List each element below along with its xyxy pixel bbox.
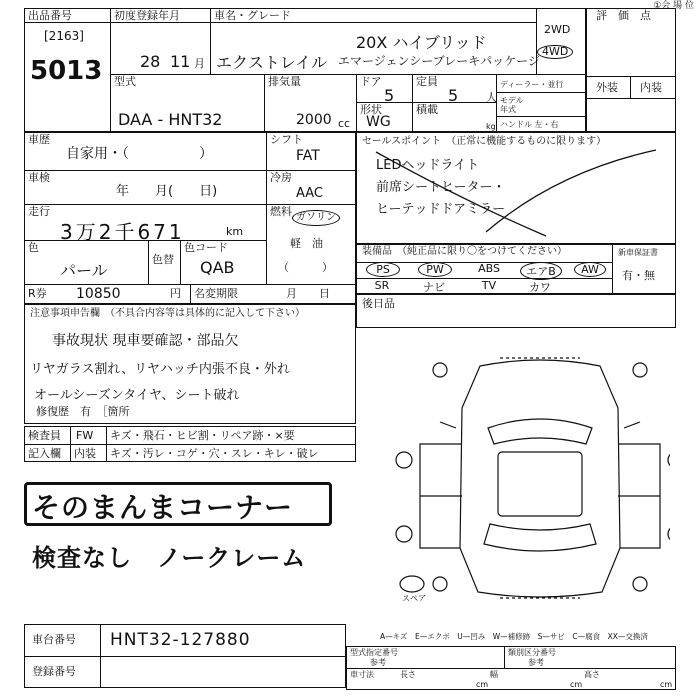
lot-label: 出品番号 bbox=[28, 9, 72, 22]
history-value: 自家用・（ ） bbox=[66, 146, 213, 162]
equip-ps: PS bbox=[366, 262, 400, 277]
name-label: 車名・グレード bbox=[214, 9, 291, 22]
inspection-label: 車検 bbox=[28, 171, 50, 184]
displacement-unit: cc bbox=[338, 117, 351, 130]
cross-out-mark bbox=[356, 132, 676, 244]
stamp-line-1: そのまんまコーナー bbox=[32, 491, 294, 524]
shift-label: シフト bbox=[270, 133, 303, 146]
lot-sub: [2163] bbox=[44, 29, 84, 43]
displacement-value: 2000 bbox=[296, 112, 332, 128]
fuel-diesel: 軽 油 bbox=[290, 237, 323, 250]
model-label: 型式 bbox=[114, 75, 136, 88]
length-label: 車寸法 bbox=[350, 670, 374, 679]
month-unit: 月 bbox=[194, 57, 205, 70]
recycle-unit: 円 bbox=[170, 287, 181, 300]
inspector-fw-items: キズ・飛石・ヒビ割・リペア跡・×要 bbox=[110, 429, 295, 442]
eval-exterior: 外装 bbox=[596, 81, 618, 94]
color-code-value: QAB bbox=[200, 258, 235, 277]
selling-point-3: ヒーテッドドアミラー bbox=[376, 202, 506, 217]
selling-points-label: セールスポイント （正常に機能するものに限ります） bbox=[362, 136, 607, 147]
top-right-note: ①会 場 位 bbox=[653, 1, 694, 11]
fuel-other: （ ） bbox=[278, 261, 333, 274]
type-designation-label: 型式指定番号 bbox=[350, 648, 398, 657]
first-reg-month: 11 bbox=[170, 52, 191, 71]
equip-navi: ナビ bbox=[423, 281, 445, 294]
category-label: 類別区分番号 bbox=[508, 648, 556, 657]
inspector-fw: FW bbox=[76, 429, 94, 442]
height: 高さ bbox=[584, 670, 600, 679]
selling-point-2: 前席シートヒーター・ bbox=[376, 180, 506, 195]
equip-aw: AW bbox=[574, 262, 606, 277]
reg-label: 登録番号 bbox=[32, 665, 76, 678]
stamp-line-2: 検査なし ノークレーム bbox=[32, 544, 307, 572]
shape-label: 形状 bbox=[360, 103, 382, 116]
later-label: 後日品 bbox=[362, 297, 395, 310]
shape-value: WG bbox=[366, 114, 391, 130]
door-label: ドア bbox=[360, 75, 382, 88]
inspector-interior: 内装 bbox=[74, 447, 96, 460]
inspection-value: 年 月( 日) bbox=[116, 184, 218, 199]
equip-tv: TV bbox=[481, 279, 497, 292]
capacity-label: 定員 bbox=[416, 75, 438, 88]
load-label: 積載 bbox=[416, 103, 438, 116]
mileage-unit: km bbox=[226, 225, 244, 238]
note-line-1: 事故現状 現車要確認・部品欠 bbox=[52, 333, 239, 349]
width: 幅 bbox=[490, 670, 498, 679]
length-unit: cm bbox=[476, 680, 489, 689]
model-year-label: モデル年式 bbox=[500, 96, 524, 114]
car-name: エクストレイル bbox=[216, 53, 328, 72]
car-diagram bbox=[380, 348, 670, 608]
width-unit: cm bbox=[570, 680, 583, 689]
door-value: 5 bbox=[384, 86, 395, 105]
ac-value: AAC bbox=[296, 186, 323, 201]
inspector-label-2: 記入欄 bbox=[28, 447, 61, 460]
shift-value: FAT bbox=[296, 148, 320, 164]
grade-line1: 20X ハイブリッド bbox=[356, 33, 487, 52]
warranty-value: 有・無 bbox=[622, 269, 655, 282]
equip-sr: SR bbox=[374, 279, 390, 292]
height-unit: cm bbox=[660, 680, 673, 689]
fuel-label: 燃料 bbox=[270, 205, 292, 218]
eval-label: 評 価 点 bbox=[596, 9, 651, 22]
color-code-label: 色コード bbox=[184, 241, 228, 254]
mileage-value: 3万2千671 bbox=[60, 220, 185, 244]
lot-number: 5013 bbox=[30, 56, 103, 86]
history-label: 車歴 bbox=[28, 133, 50, 146]
note-line-2: リヤガラス割れ、リヤハッチ内張不良・外れ bbox=[30, 362, 290, 377]
equip-leather: カワ bbox=[529, 281, 551, 294]
recycle-value: 10850 bbox=[76, 286, 121, 302]
color-value: パール bbox=[60, 261, 108, 280]
handle-label: ハンドル 左・右 bbox=[500, 120, 559, 129]
eval-interior: 内装 bbox=[640, 81, 662, 94]
repair-label: 修復歴 有 ［箇所 bbox=[36, 405, 130, 418]
name-change-value: 月 日 bbox=[286, 287, 330, 300]
model-value: DAA - HNT32 bbox=[118, 110, 223, 129]
selling-point-1: LEDヘッドライト bbox=[376, 158, 480, 173]
drive-2wd: 2WD bbox=[544, 23, 571, 36]
length: 長さ bbox=[400, 670, 416, 679]
recycle-label: R券 bbox=[28, 287, 47, 300]
later-frame bbox=[356, 294, 676, 328]
eval-frame bbox=[586, 8, 676, 132]
type-designation-ref: 参考 bbox=[370, 658, 386, 667]
mileage-label: 走行 bbox=[28, 205, 50, 218]
equip-abs: ABS bbox=[478, 262, 500, 275]
ac-label: 冷房 bbox=[270, 171, 292, 184]
capacity-value: 5 bbox=[448, 86, 459, 105]
name-change-label: 名変期限 bbox=[194, 287, 238, 300]
first-reg-year: 28 bbox=[140, 52, 161, 71]
inspector-label-1: 検査員 bbox=[28, 429, 61, 442]
damage-legend: A—キズ E—エクボ U—凹み W—補修跡 S—サビ C—腐食 XX—交換済 bbox=[380, 632, 648, 641]
equipment-label: 装備品 （純正品に限り〇をつけてください） bbox=[362, 246, 567, 257]
chassis-label: 車台番号 bbox=[32, 633, 76, 646]
equip-pw: PW bbox=[418, 262, 452, 277]
fuel-gas: ガソリン bbox=[292, 210, 340, 226]
drive-4wd: 4WD bbox=[537, 45, 573, 59]
first-reg-label: 初度登録年月 bbox=[114, 9, 180, 22]
load-unit: kg bbox=[486, 122, 496, 131]
color-change-label: 色替 bbox=[152, 253, 174, 266]
spare-label: スペア bbox=[402, 594, 426, 603]
note-line-3: オールシーズンタイヤ、シート破れ bbox=[34, 388, 240, 403]
category-ref: 参考 bbox=[528, 658, 544, 667]
warranty-label: 新車保証書 bbox=[618, 248, 658, 257]
inspector-interior-items: キズ・汚レ・コゲ・穴・スレ・キレ・破レ bbox=[110, 447, 319, 460]
chassis-value: HNT32-127880 bbox=[110, 630, 251, 650]
grade-line2: エマージェンシーブレーキパッケージ bbox=[338, 54, 540, 68]
capacity-unit: 人 bbox=[486, 91, 497, 104]
dealer-label: ディーラー・並行 bbox=[500, 80, 564, 89]
displacement-label: 排気量 bbox=[268, 75, 301, 88]
color-label: 色 bbox=[28, 241, 39, 254]
equip-airbag: エアB bbox=[520, 262, 562, 280]
notes-label: 注意事項申告欄 （不具合内容等は具体的に記入して下さい） bbox=[30, 308, 305, 319]
